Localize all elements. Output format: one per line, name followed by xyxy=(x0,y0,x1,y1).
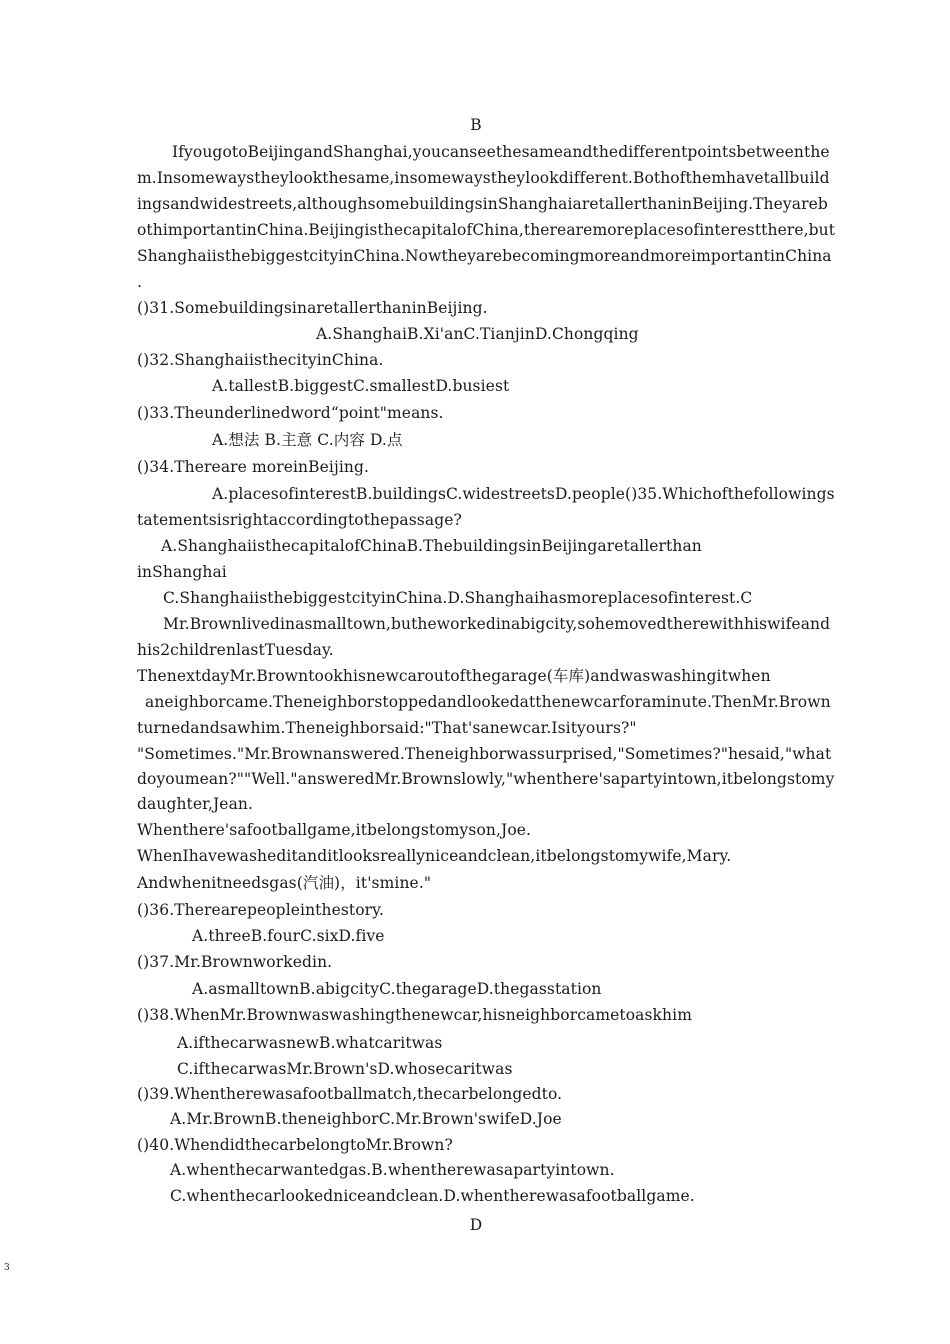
passage-c-line: turnedandsawhim.Theneighborsaid:"That'sanewcar.Isityours?" xyxy=(137,719,637,737)
question-39: ()39.Whentherewasafootballmatch,thecarbelongedto. xyxy=(137,1085,563,1103)
passage-c-line: Whenthere'safootballgame,itbelongstomyson,Joe. xyxy=(137,821,532,839)
question-39-options: A.Mr.BrownB.theneighborC.Mr.Brown'swifeD.Joe xyxy=(170,1110,562,1128)
passage-c-line: his2childrenlastTuesday. xyxy=(137,641,334,659)
page-number: 3 xyxy=(4,1263,10,1273)
passage-c-line: ThenextdayMr.Browntookhisnewcaroutofthegarage(车库)andwaswashingitwhen xyxy=(137,667,771,685)
question-40-options: C.whenthecarlookedniceandclean.D.whentherewasafootballgame. xyxy=(170,1187,695,1205)
passage-b-line: ShanghaiisthebiggestcityinChina.NowtheyarebecomingmoreandmoreimportantinChina xyxy=(137,247,832,265)
question-36-options: A.threeB.fourC.sixD.five xyxy=(192,927,385,945)
passage-c-line: aneighborcame.Theneighborstoppedandlookedatthenewcarforaminute.ThenMr.Brown xyxy=(145,693,831,711)
passage-b-line: ingsandwidestreets,althoughsomebuildingsinShanghaiaretallerthaninBeijing.Theyareb xyxy=(137,195,828,213)
passage-c-line: Andwhenitneedsgas(汽油)，it'smine." xyxy=(137,874,432,892)
question-35-options: A.ShanghaiisthecapitalofChinaB.ThebuildingsinBeijingaretallerthan xyxy=(161,537,702,555)
question-38-options: A.ifthecarwasnewB.whatcaritwas xyxy=(177,1034,443,1052)
passage-c-line: "Sometimes."Mr.Brownanswered.Theneighborwassurprised,"Sometimes?"hesaid,"what xyxy=(137,745,832,763)
passage-c-line: doyoumean?""Well."answeredMr.Brownslowly,"whenthere'sapartyintown,itbelongstomy xyxy=(137,770,835,788)
question-40: ()40.WhendidthecarbelongtoMr.Brown? xyxy=(137,1136,453,1154)
passage-c-line: Mr.Brownlivedinasmalltown,butheworkedinabigcity,sohemovedtherewithhiswifeand xyxy=(163,615,831,633)
passage-b-line: . xyxy=(137,273,143,291)
section-heading-b: B xyxy=(470,116,482,134)
question-40-options: A.whenthecarwantedgas.B.whentherewasapartyintown. xyxy=(170,1161,615,1179)
passage-c-line: daughter,Jean. xyxy=(137,795,254,813)
question-35: tatementsisrightaccordingtothepassage? xyxy=(137,511,462,529)
question-31-options: A.ShanghaiB.Xi'anC.TianjinD.Chongqing xyxy=(316,325,639,343)
question-35-options: inShanghai xyxy=(137,563,227,581)
question-33-options: A.想法 B.主意 C.内容 D.点 xyxy=(212,431,403,449)
question-32-options: A.tallestB.biggestC.smallestD.busiest xyxy=(212,377,510,395)
question-31: ()31.SomebuildingsinaretallerthaninBeijing. xyxy=(137,299,488,317)
question-35-options: C.ShanghaiisthebiggestcityinChina.D.Shanghaihasmoreplacesofinterest.C xyxy=(163,589,753,607)
question-38: ()38.WhenMr.Brownwaswashingthenewcar,hisneighborcametoaskhim xyxy=(137,1006,692,1024)
question-37-options: A.asmalltownB.abigcityC.thegarageD.thegasstation xyxy=(192,980,602,998)
question-34-options: A.placesofinterestB.buildingsC.widestreetsD.people()35.Whichofthefollowings xyxy=(212,485,835,503)
question-38-options: C.ifthecarwasMr.Brown'sD.whosecaritwas xyxy=(177,1060,513,1078)
question-34: ()34.Thereare moreinBeijing. xyxy=(137,458,370,476)
question-36: ()36.Therearepeopleinthestory. xyxy=(137,901,384,919)
passage-c-line: WhenIhavewasheditanditlooksreallyniceandclean,itbelongstomywife,Mary. xyxy=(137,847,732,865)
passage-b-line: IfyougotoBeijingandShanghai,youcanseethesameandthedifferentpointsbetweenthe xyxy=(172,143,830,161)
passage-b-line: othimportantinChina.BeijingisthecapitalofChina,therearemoreplacesofinterestthere,but xyxy=(137,221,836,239)
passage-b-line: m.Insomewaystheylookthesame,insomewaystheylookdifferent.Bothofthemhavetallbuild xyxy=(137,169,830,187)
question-33: ()33.Theunderlinedword“point"means. xyxy=(137,404,444,422)
question-32: ()32.ShanghaiisthecityinChina. xyxy=(137,351,384,369)
question-37: ()37.Mr.Brownworkedin. xyxy=(137,953,333,971)
section-heading-d: D xyxy=(469,1216,483,1234)
